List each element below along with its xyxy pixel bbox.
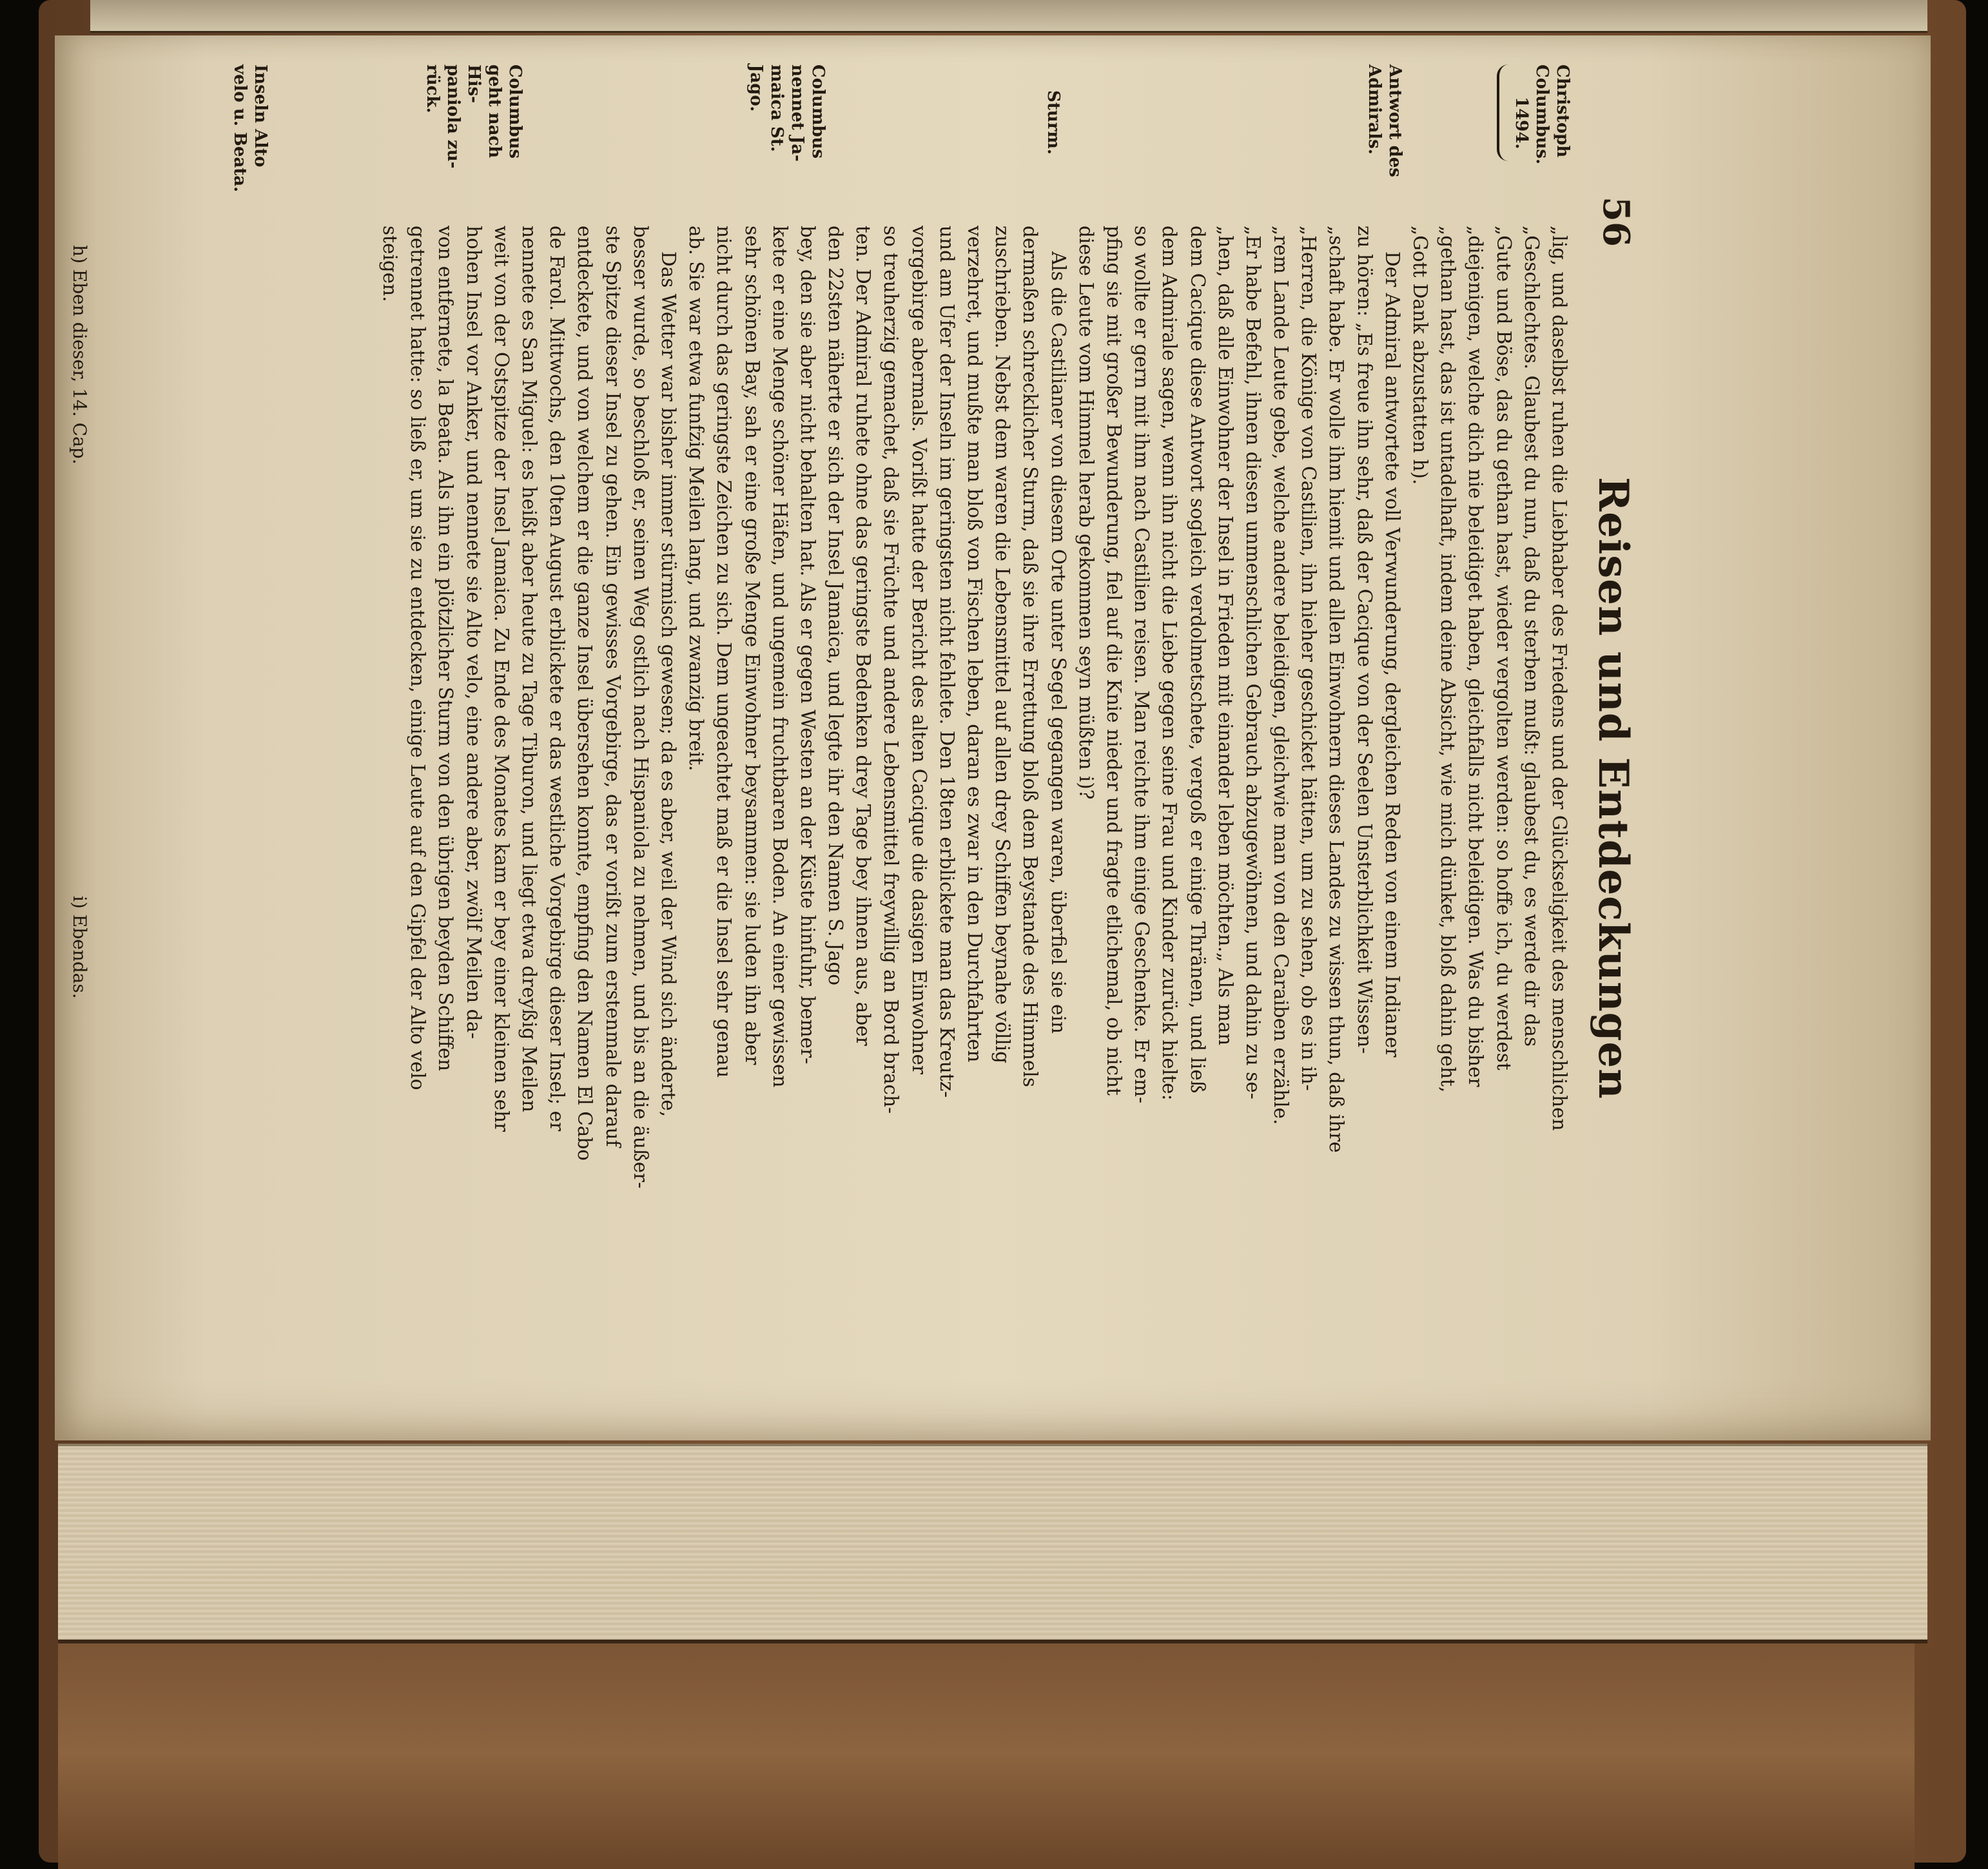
text-line: weit von der Ostspitze der Insel Jamaica. Zu Ende des Monates kam er bey einer kleinen sehr [490, 226, 512, 1132]
margin-note-line: velo u. Beata. [230, 64, 249, 193]
text-line: dem Admirale sagen, wenn ihn nicht die Liebe gegen seine Frau und Kinder zurück hielte: [1158, 226, 1181, 1101]
text-line: „Gott Dank abzustatten h). [1409, 226, 1432, 485]
text-line: und am Ufer der Inseln im geringsten nicht fehlete. Den 18ten erblickete man das Kreutz- [935, 226, 958, 1098]
text-line: so wollte er gern mit ihm nach Castilien reisen. Man reichte ihm einige Geschenke. Er em- [1131, 226, 1153, 1103]
book-cover-lower [58, 1637, 1915, 1869]
page-number: 56 [1595, 197, 1637, 247]
margin-note-line: Antwort des [1385, 64, 1405, 177]
text-line: Als die Castilianer von diesem Orte unter Segel gegangen waren, überfiel sie ein [1047, 251, 1069, 1034]
text-line: „Herren, die Könige von Castilien, ihn hieher geschicket hätten, um zu sehen, ob es in ih- [1298, 226, 1320, 1091]
running-head [1586, 64, 1637, 1353]
text-line: „rem Lande Leute gebe, welche andere beleidigen, gleichwie man von den Caraiben erzähle. [1270, 226, 1292, 1125]
margin-note-line: Columbus. [1532, 64, 1552, 165]
text-line: getrennet hatte: so ließ er, um sie zu entdecken, einige Leute auf den Gipfel der Alto velo [407, 226, 429, 1090]
text-line: „hen, daß alle Einwohner der Insel in Frieden mit einander leben möchten.„ Als man [1214, 226, 1236, 1046]
text-line: „gethan hast, das ist untadelhaft, indem deine Absicht, wie mich dünket, bloß dahin geht, [1437, 226, 1459, 1093]
margin-note-line: Columbus [808, 64, 828, 159]
footnote-h: h) Eben dieser, 14. Cap. [69, 245, 90, 465]
margin-note-line: maica St. [767, 64, 786, 152]
margin-note-line: paniola zu- [443, 64, 463, 169]
text-line: nicht durch das geringste Zeichen zu sich. Dem ungeachtet maß er die Insel sehr genau [713, 226, 736, 1078]
text-line: dermaßen schrecklicher Sturm, daß sie ihre Errettung bloß dem Beystande des Himmels [1019, 226, 1042, 1087]
text-line: diese Leute vom Himmel herab gekommen seyn müßten i)? [1075, 226, 1097, 800]
text-line: zuschrieben. Nebst dem waren die Lebensmittel auf allen drey Schiffen beynahe völlig [991, 226, 1014, 1064]
margin-note-line: Inseln Alto [251, 64, 270, 168]
text-line: „schaft habe. Er wolle ihm hiemit und allen Einwohnern dieses Landes zu wissen thun, daß ihre [1325, 226, 1348, 1153]
margin-note-line: nennet Ja- [788, 64, 807, 162]
text-line: ten. Der Admiral ruhete ohne das geringste Bedenken drey Tage bey ihnen aus, aber [852, 226, 875, 1046]
margin-note-line: 1494. [1512, 97, 1531, 150]
text-line: sehr schönen Bay, sah er eine große Menge Einwohner beysammen: sie luden ihn aber [741, 226, 763, 1065]
text-line: verzehret, und mußte man bloß von Fischen leben, daran es zwar in den Durchfahrten [964, 226, 986, 1063]
text-line: zu hören: „Es freue ihn sehr, daß der Cacique von der Seelen Unsterblichkeit Wissen- [1353, 226, 1376, 1054]
text-line: entdeckete, und von welchem er die ganze Insel übersehen konnte, empfing den Namen El Cabo [574, 226, 596, 1161]
text-line: vorgebirge abermals. Vorißt hatte der Bericht des alten Cacique die dasigen Einwohner [908, 226, 930, 1074]
text-line: bey, den sie aber nicht behalten hat. Als er gegen Westen an der Küste hinfuhr, bemer- [796, 226, 819, 1065]
text-line: besser wurde, so beschloß er, seinen Weg ostlich nach Hispaniola zu nehmen, und bis an die äußer- [629, 226, 652, 1189]
page-title: Reisen und Entdeckungen [1589, 477, 1637, 1099]
margin-note-line: Admirals. [1365, 64, 1384, 155]
margin-note-line: rück. [423, 64, 442, 113]
margin-note-sturm [1043, 64, 1064, 200]
margin-note-line: Christoph [1553, 64, 1572, 158]
rotated-page-text [39, 64, 1637, 1353]
text-line: Das Wetter war bisher immer stürmisch gewesen; da es aber, weil der Wind sich änderte, [658, 251, 679, 1118]
text-line: ste Spitze dieser Insel zu gehen. Ein gewisses Vorgebirge, das er vorißt zum erstenmale darauf [601, 226, 624, 1147]
text-line: kete er eine Menge schöner Häfen, und ungemein fruchtbaren Boden. An einer gewissen [768, 226, 791, 1088]
body-text [376, 226, 1573, 1334]
margin-note-columbus-1494 [1497, 64, 1573, 200]
text-line: nennete es San Miguel: es heißt aber heute zu Tage Tiburon, und liegt etwa dreyßig Meilen [518, 226, 541, 1112]
margin-note-line: Sturm. [1044, 90, 1063, 155]
text-line: „lig, und daselbst ruhen die Liebhaber des Friedens und der Glückseligkeit des menschlichen [1548, 226, 1570, 1131]
text-line: von entfernete, la Beata. Als ihn ein plötzlicher Sturm von den übrigen beyden Schiffen [434, 226, 457, 1072]
margin-note-antwort [1364, 64, 1405, 200]
text-line: de Farol. Mittwochs, den 10ten August erblickete er das westliche Vorgebirge dieser Insel; er [546, 226, 569, 1132]
margin-note-hispaniola [422, 64, 525, 200]
page-block-edges [58, 1444, 1927, 1643]
facing-page-edge [90, 0, 1927, 33]
margin-note-line: Jago. [746, 64, 766, 112]
text-line: „diejenigen, welche dich nie beleidiget haben, gleichfalls nicht beleidigen. Was du bisher [1465, 226, 1487, 1087]
text-line: dem Cacique diese Antwort sogleich verdolmetschete, vergoß er einige Thränen, und ließ [1186, 226, 1209, 1094]
margin-note-line: Columbus [505, 64, 525, 159]
margin-note-line: geht nach His- [464, 64, 504, 159]
margin-note-jamaica [746, 64, 828, 200]
margin-note-alto-velo [229, 64, 271, 200]
brace-mark [1497, 64, 1508, 161]
text-line: Der Admiral antwortete voll Verwunderung, dergleichen Reden von einem Indianer [1381, 251, 1403, 1058]
text-line: so treuherzig gemachet, daß sie Früchte und andere Lebensmittel freywillig an Bord brach- [880, 226, 902, 1114]
text-line: den 22sten näherte er sich der Insel Jamaica, und legte ihr den Namen S. Jago [824, 226, 847, 986]
text-line: pfing sie mit großer Bewunderung, fiel auf die Knie nieder und fragte etlichemal, ob nicht [1103, 226, 1125, 1096]
text-line: „Geschlechtes. Glaubest du nun, daß du sterben mußt: glaubest du, es werde dir das [1520, 226, 1543, 1047]
text-line: steigen. [379, 226, 402, 302]
text-line: ab. Sie war etwa funfzig Meilen lang, und zwanzig breit. [685, 226, 708, 771]
footnote-i: i) Ebendas. [69, 896, 90, 999]
text-line: hohen Insel vor Anker, und nennete sie Alto velo, eine andere aber, zwölf Meilen da- [462, 226, 485, 1040]
text-line: „Gute und Böse, das du gethan hast, wieder vergolten werden: so hoffe ich, du werdest [1492, 226, 1515, 1070]
text-line: „Er habe Befehl, ihnen diesen unmenschlichen Gebrauch abzugewöhnen, und dahin zu se- [1242, 226, 1264, 1099]
